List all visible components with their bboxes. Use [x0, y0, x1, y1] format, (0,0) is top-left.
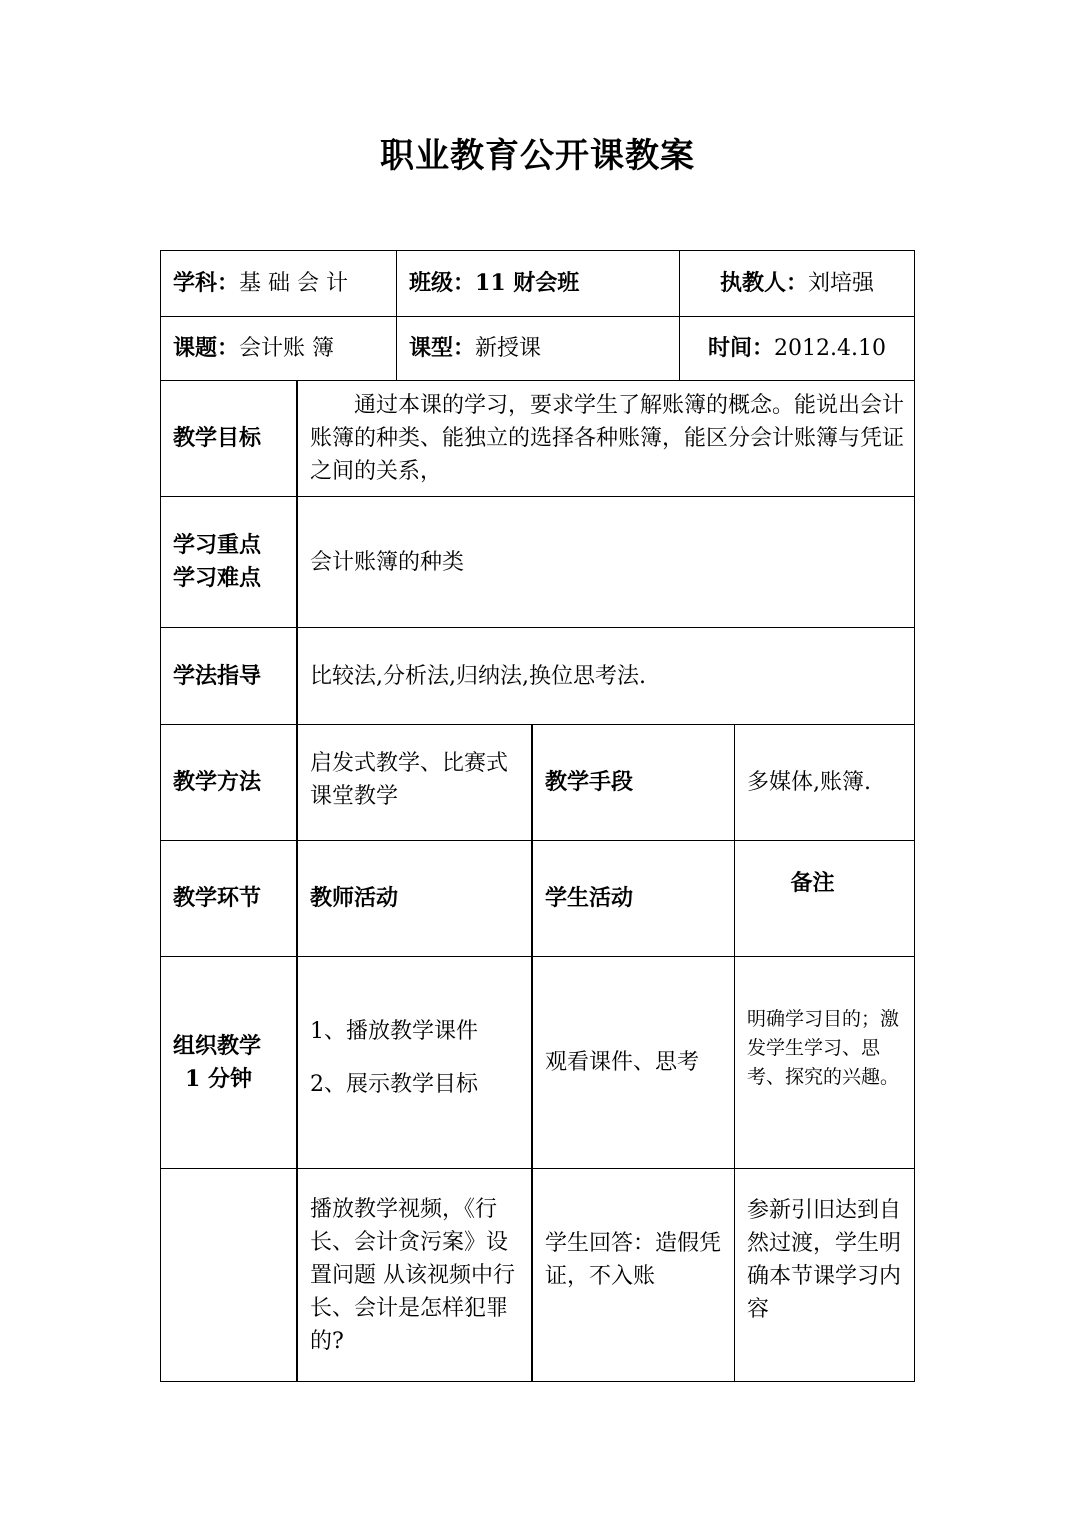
method-text: 启发式教学、比赛式课堂教学: [310, 750, 509, 809]
topic-cell: [161, 317, 396, 380]
guide-label: 学法指导: [173, 662, 262, 689]
subject-cell: [161, 251, 396, 316]
header-teacher: 教师活动: [310, 885, 399, 911]
teacher-value: 刘培强: [808, 271, 875, 296]
key-text: 会计账簿的种类: [310, 549, 465, 575]
org-stage-cell: [161, 957, 296, 1168]
header-note: 备注: [790, 869, 835, 896]
org-stage-line2: 1 分钟: [185, 1065, 252, 1092]
org-teacher-item-2: 2、展示教学目标: [310, 1071, 478, 1097]
class-label: 班级：: [409, 270, 476, 296]
teacher-cell: [680, 251, 914, 316]
goal-text: 通过本课的学习，要求学生了解账簿的概念。能说出会计账簿的种类、能独立的选择各种账簿，能区分会计账簿与凭证之间的关系，: [310, 393, 905, 484]
type-label: 课型：: [409, 335, 476, 361]
class-cell: [397, 251, 679, 316]
goal-cell: [298, 381, 914, 496]
means-text: 多媒体,账簿.: [747, 770, 871, 795]
header-student: 学生活动: [545, 885, 634, 911]
goal-label: 教学目标: [173, 425, 262, 451]
means-label: 教学手段: [545, 769, 634, 795]
guide-text: 比较法,分析法,归纳法,换位思考法.: [310, 663, 646, 689]
org-student: 观看课件、思考: [545, 1050, 700, 1075]
intro-stage: [161, 1169, 296, 1381]
topic-label: 课题：: [173, 335, 240, 361]
org-teacher-cell: [298, 957, 531, 1168]
key-label-1: 学习重点: [173, 532, 262, 558]
subject-label: 学科：: [173, 270, 240, 296]
intro-note: 参新引旧达到自然过渡，学生明确本节课学习内容: [747, 1198, 902, 1322]
org-stage-line1: 组织教学: [173, 1032, 262, 1059]
teacher-label: 执教人：: [719, 270, 808, 296]
key-label-cell: [161, 497, 296, 627]
intro-teacher: 播放教学视频，《行长、会计贪污案》设置问题 从该视频中行长、会计是怎样犯罪的?: [310, 1196, 515, 1354]
time-cell: [680, 317, 914, 380]
time-label: 时间：: [708, 335, 775, 361]
type-cell: [397, 317, 679, 380]
class-value: 11 财会班: [475, 270, 580, 296]
time-value: 2012.4.10: [774, 336, 886, 361]
subject-value: 基 础 会 计: [239, 271, 348, 296]
header-stage: 教学环节: [173, 885, 262, 911]
topic-value: 会计账 簿: [239, 336, 335, 361]
method-label: 教学方法: [173, 769, 262, 795]
key-label-2: 学习难点: [173, 565, 262, 591]
org-note: 明确学习目的；激发学生学习、思考、探究的兴趣。: [747, 1008, 900, 1088]
type-value: 新授课: [475, 336, 542, 361]
org-teacher-item-1: 1、播放教学课件: [310, 1018, 478, 1044]
intro-student: 学生回答：造假凭证，不入账: [545, 1231, 722, 1289]
page-title: 职业教育公开课教案: [380, 136, 695, 176]
